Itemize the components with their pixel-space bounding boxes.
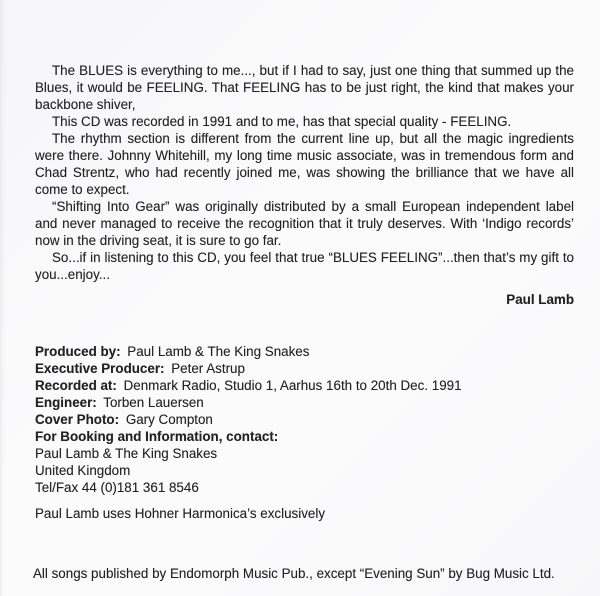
endorsement-note: Paul Lamb uses Hohner Harmonica’s exclusively (35, 506, 326, 521)
credit-value: Peter Astrup (171, 361, 245, 376)
publishing-note: All songs published by Endomorph Music Pub., except “Evening Sun” by Bug Music Ltd. (33, 566, 555, 581)
credit-label: Cover Photo: (35, 412, 120, 427)
credit-label: Executive Producer: (35, 361, 165, 376)
credit-label: Engineer: (35, 395, 97, 410)
liner-paragraph: This CD was recorded in 1991 and to me, has that special quality - FEELING. (52, 114, 512, 129)
credit-line (35, 377, 574, 394)
credit-value: Denmark Radio, Studio 1, Aarhus 16th to 20th Dec. 1991 (123, 378, 462, 393)
contact-line: Paul Lamb & The King Snakes (35, 446, 218, 461)
credit-value: Gary Compton (125, 412, 213, 427)
credits-block (35, 343, 574, 496)
liner-notes-content (35, 62, 574, 522)
credit-line (35, 428, 574, 445)
liner-paragraph: “Shifting Into Gear” was originally distributed by a small European independent label and never managed to receive the recognition that it truly deserves. With ‘Indigo records’ now in the driving seat, it is sure to go far. (35, 199, 574, 248)
liner-paragraph: So...if in listening to this CD, you feel that true “BLUES FEELING”...then that’s my gift to you...enjoy... (35, 250, 574, 282)
signature: Paul Lamb (506, 292, 574, 307)
credit-line (35, 394, 574, 411)
credit-line (35, 343, 574, 360)
contact-line: United Kingdom (35, 463, 131, 478)
credit-line (35, 360, 574, 377)
liner-paragraph: The rhythm section is different from the current line up, but all the magic ingredients were there. Johnny Whitehill, my long time music associate, was in tremendous form and Chad Strentz, who had recently joined me, was showing the brilliance that we have all come to expect. (35, 131, 574, 197)
credit-value: Torben Lauersen (103, 395, 204, 410)
credit-label: Produced by: (35, 344, 121, 359)
liner-notes-body (35, 62, 574, 283)
contact-line: Tel/Fax 44 (0)181 361 8546 (35, 480, 199, 495)
credit-label: Recorded at: (35, 378, 117, 393)
liner-paragraph: The BLUES is everything to me..., but if I had to say, just one thing that summed up the Blues, it would be FEELING. That FEELING has to be just right, the kind that makes your backbone shiver, (35, 63, 574, 112)
credit-label: For Booking and Information, contact: (35, 429, 279, 444)
credit-value: Paul Lamb & The King Snakes (127, 344, 310, 359)
credit-line (35, 411, 574, 428)
